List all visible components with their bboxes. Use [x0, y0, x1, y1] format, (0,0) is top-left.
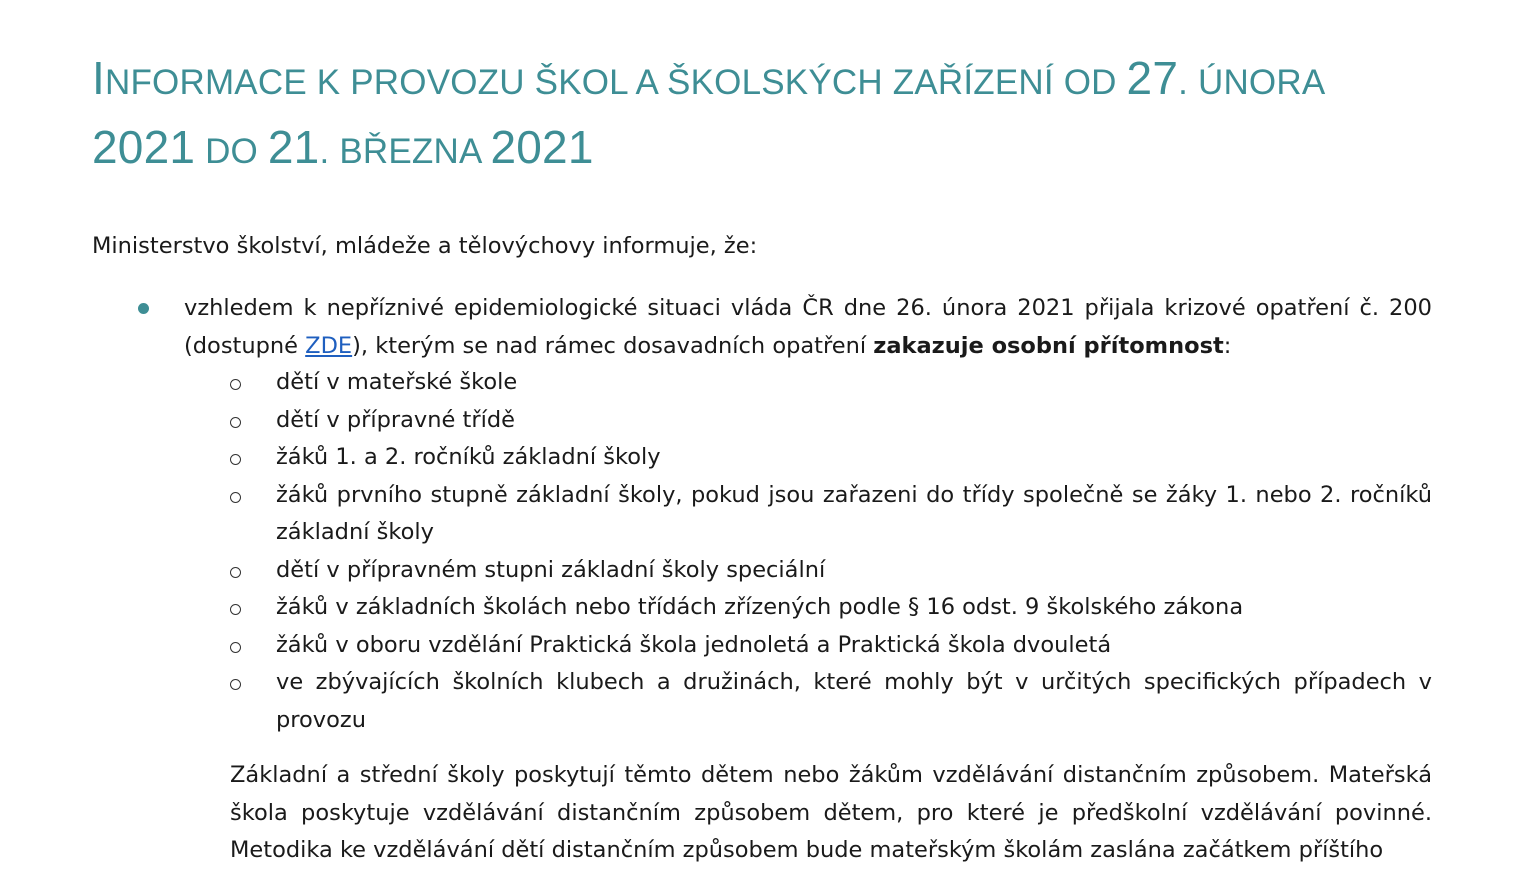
title-segment: 2021 — [490, 121, 594, 173]
sub-list-item — [230, 589, 1432, 627]
sub-list-item-text: dětí v mateřské škole — [276, 369, 518, 395]
sub-list-item — [230, 664, 1432, 739]
bullet-bold-text: zakazuje osobní přítomnost — [873, 332, 1224, 359]
circle-bullet-icon — [230, 604, 241, 615]
title-segment: 27 — [1126, 52, 1179, 104]
sub-list — [230, 364, 1432, 739]
sub-list-item — [230, 364, 1432, 402]
sub-list-item-text: ve zbývajících školních klubech a družinách, které mohly být v určitých specifických případech v provozu — [276, 669, 1432, 733]
body-paragraph: Základní a střední školy poskytují těmto dětem nebo žákům vzdělávání distančním způsobem. Mateřská škola poskytuje vzdělávání distančním způsobem dětem, pro které je předškolní vzdělávání povinné. Metodika ke vzdělávání dětí distančním způsobem bude mateřským školám zaslána začátkem příštího — [230, 762, 1432, 863]
circle-bullet-icon — [230, 567, 241, 578]
bullet-dot-icon — [138, 303, 149, 314]
title-segment: . ÚNORA — [1178, 63, 1324, 102]
sub-list-item — [230, 627, 1432, 665]
bullet-text — [184, 290, 1432, 365]
bullet-text-middle: ), kterým se nad rámec dosavadních opatření — [352, 332, 874, 359]
intro-text: Ministerstvo školství, mládeže a tělovýchovy informuje, že: — [92, 233, 758, 259]
title-segment: I — [92, 52, 105, 104]
circle-bullet-icon — [230, 417, 241, 428]
circle-bullet-icon — [230, 492, 241, 503]
sub-list-item — [230, 439, 1432, 477]
title-segment: DO — [195, 132, 268, 171]
sub-list-item-text: žáků v základních školách nebo třídách zřízených podle § 16 odst. 9 školského zákona — [276, 594, 1244, 620]
title-segment: 2021 — [92, 121, 196, 173]
sub-list-item-text: žáků v oboru vzdělání Praktická škola jednoletá a Praktická škola dvouletá — [276, 631, 1112, 658]
sub-list-item-text: dětí v přípravném stupni základní školy speciální — [276, 556, 826, 583]
document-title — [92, 46, 1432, 184]
sub-list-item-text: žáků 1. a 2. ročníků základní školy — [276, 444, 661, 470]
circle-bullet-icon — [230, 454, 241, 465]
sub-list-item — [230, 552, 1432, 590]
sub-list-item-text: žáků prvního stupně základní školy, pokud jsou zařazeni do třídy společně se žáky 1. nebo 2. ročníků základní školy — [276, 481, 1432, 545]
bullet-text-start: vzhledem k nepříznivé epidemiologické situaci vláda ČR dne 26. února 2021 přijala krizové opatření č. 200 (dostupné — [184, 295, 1432, 359]
sub-list-item — [230, 402, 1432, 440]
sub-list-item-text: dětí v přípravné třídě — [276, 406, 515, 433]
title-segment: . BŘEZNA — [319, 132, 491, 171]
circle-bullet-icon — [230, 679, 241, 690]
zde-link[interactable]: ZDE — [305, 332, 353, 359]
circle-bullet-icon — [230, 379, 241, 390]
title-segment: NFORMACE K PROVOZU ŠKOL A ŠKOLSKÝCH ZAŘÍZENÍ OD — [104, 63, 1127, 102]
bullet-text-end: : — [1223, 332, 1232, 359]
sub-list-item — [230, 477, 1432, 552]
circle-bullet-icon — [230, 642, 241, 653]
title-segment: 21 — [267, 121, 320, 173]
